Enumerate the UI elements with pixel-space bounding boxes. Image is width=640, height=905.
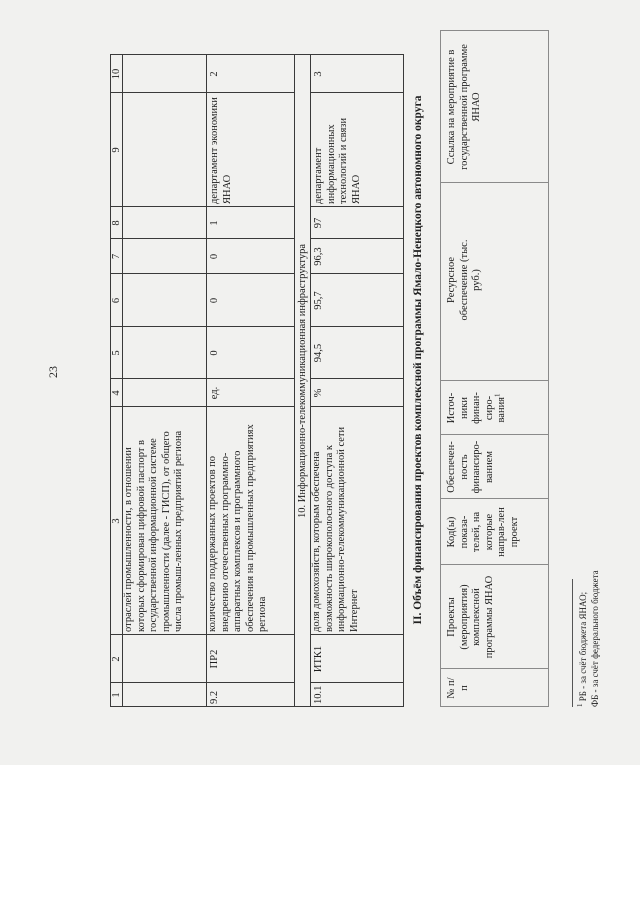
- col-header-10: 10: [111, 68, 122, 80]
- section-title: II. Объём финансирования проектов комплексной программы Ямало-Ненецкого автономного округа: [412, 95, 424, 625]
- col-header-4: 4: [111, 390, 122, 396]
- footnote-2: ФБ - за счёт федерального бюджета: [590, 570, 600, 707]
- responsible-body: департамент экономики ЯНАО: [209, 97, 233, 204]
- col-header-9: 9: [111, 147, 122, 153]
- value-col7: 0: [209, 253, 220, 260]
- value-col5: 94,5: [313, 343, 324, 363]
- col-header-7: 7: [111, 253, 122, 260]
- col-header-1: 1: [111, 692, 122, 698]
- footnote-marker: 1: [576, 703, 584, 707]
- col-header-8: 8: [111, 220, 122, 226]
- value-col7: 96,3: [313, 247, 324, 266]
- col-header-5: 5: [111, 350, 122, 356]
- indicator-code: ИТК1: [313, 645, 324, 673]
- funding-sources-label: Источ-ники финан-сиро-вания: [446, 392, 507, 424]
- value-col6: 0: [209, 297, 220, 304]
- col-header-6: 6: [111, 297, 122, 304]
- col-header-2: 2: [111, 656, 122, 662]
- col-header-funding-sources: [446, 383, 509, 433]
- footnote-1: [578, 407, 589, 707]
- col-header-funding-provision: Обеспечен-ность финансиро-ванием: [446, 440, 495, 494]
- unit: ед.: [209, 386, 220, 400]
- table-row-continued-text: отраслей промышленности, в отношении которых сформирован цифровой паспорт в государственной информационной системе промышленности (далее - ГИСП), от общего числа промыш-ленных предприятий региона: [123, 430, 184, 632]
- section-heading: 10. Информационно-телекоммуникационная инфраструктура: [297, 243, 308, 519]
- footnote-marker: 1: [493, 393, 502, 397]
- col-header-number: № п/п: [446, 677, 470, 699]
- footnote-divider: [572, 579, 573, 707]
- col-header-resource-provision: Ресурсное обеспечение (тыс. руб.): [446, 239, 482, 321]
- page-number: 23: [46, 366, 60, 378]
- col-header-projects: Проекты (мероприятия) комплексной программы ЯНАО: [446, 575, 495, 659]
- col-header-program-reference: Ссылка на мероприятие в государственной программе ЯНАО: [446, 44, 482, 170]
- row-number: 10.1: [313, 685, 324, 704]
- col-header-3: 3: [111, 518, 122, 524]
- footnote-rb: РБ - за счёт бюджета ЯНАО;: [578, 591, 588, 702]
- program-reference: 3: [313, 71, 324, 77]
- program-reference: 2: [209, 71, 220, 77]
- value-col8: 1: [209, 220, 220, 226]
- col-header-indicator-codes: Код(ы) показа-телей, на которые направ-лен проект: [446, 507, 520, 557]
- value-col5: 0: [209, 350, 220, 356]
- row-number: 9.2: [209, 690, 220, 704]
- responsible-body: департамент информационных технологий и связи ЯНАО: [313, 117, 362, 204]
- value-col8: 97: [313, 217, 324, 229]
- indicator-code: ПР2: [209, 649, 220, 669]
- indicator-name: доля домохозяйств, которым обеспечена возможность широкополосного доступа к информационно-телекоммуникационной сети Интернет: [311, 426, 360, 632]
- unit: %: [313, 388, 324, 398]
- value-col6: 95,7: [313, 291, 324, 310]
- indicator-name: количество поддержанных проектов по внедрению отечественных программно-аппаратных комплексов и программного обеспечения на промышленных предприятиях региона: [207, 424, 268, 632]
